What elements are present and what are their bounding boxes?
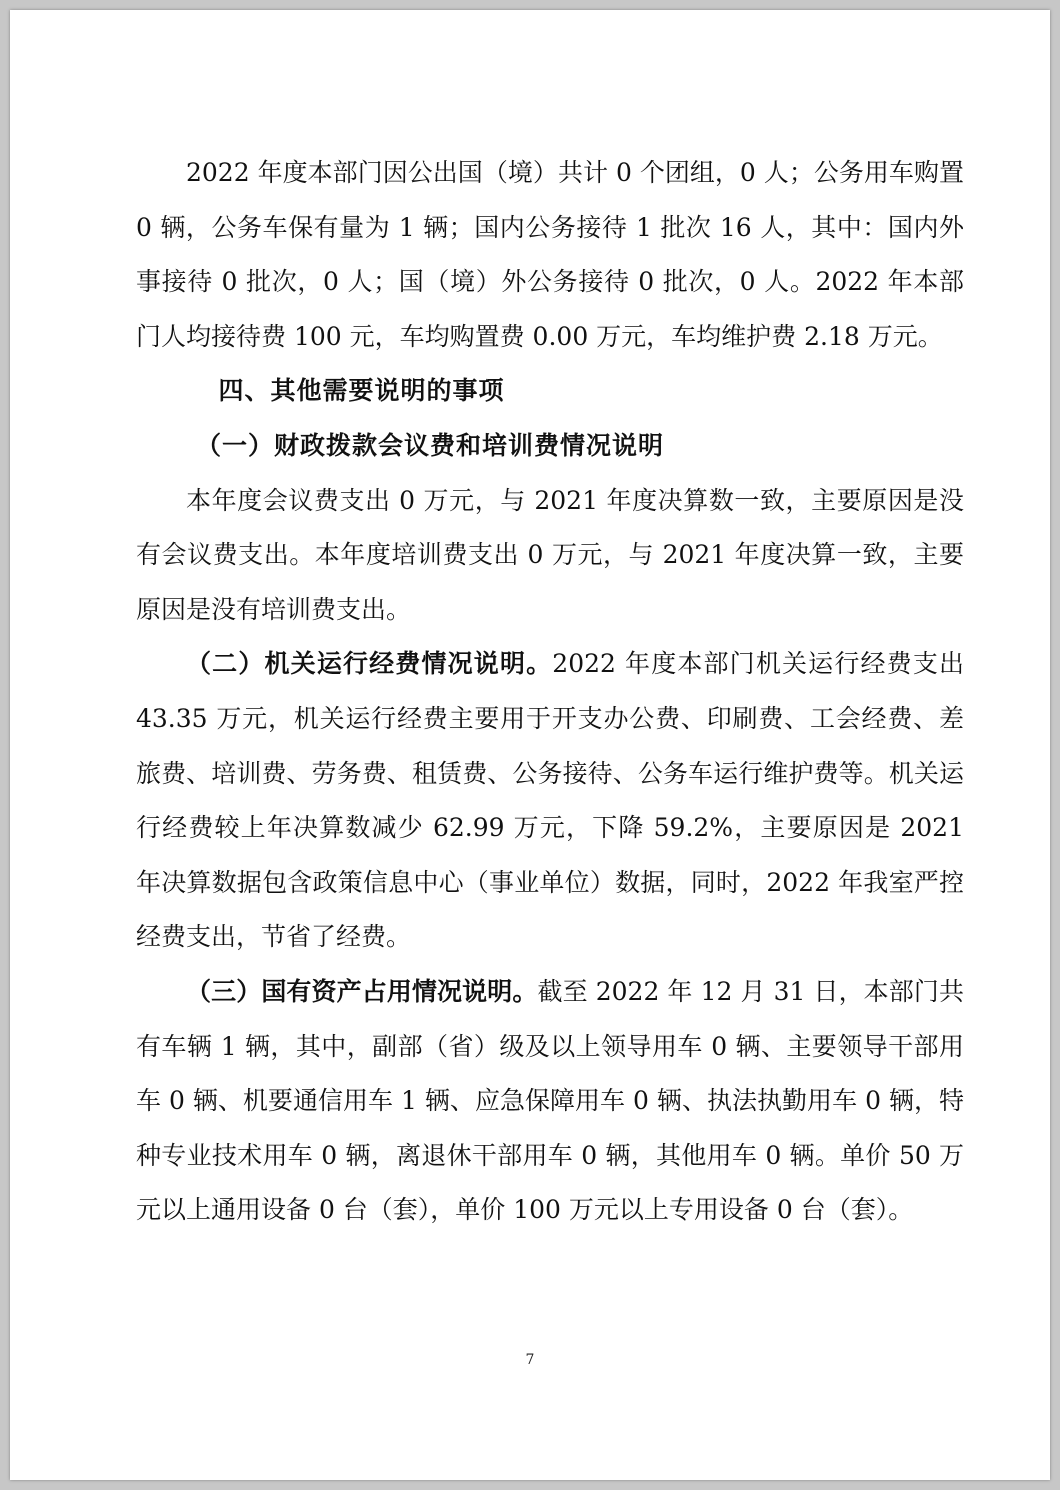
paragraph-operating-expenses <box>136 637 964 965</box>
document-page <box>10 10 1050 1480</box>
state-assets-text: 截至 2022 年 12 月 31 日，本部门共有车辆 1 辆，其中，副部（省）级及以上领导用车 0 辆、主要领导干部用车 0 辆、机要通信用车 1 辆、应急保障用车 0 辆、执法执勤用车 0 辆，特种专业技术用车 0 辆，离退休干部用车 0 辆，其他用车 0 辆。单价 50 万元以上通用设备 0 台（套），单价 100 万元以上专用设备 0 台（套）。 <box>136 976 964 1225</box>
operating-expenses-text: 2022 年度本部门机关运行经费支出 43.35 万元，机关运行经费主要用于开支办公费、印刷费、工会经费、差旅费、培训费、劳务费、租赁费、公务接待、公务车运行维护费等。机关运行经费较上年决算数减少 62.99 万元，下降 59.2%，主要原因是 2021 年决算数据包含政策信息中心（事业单位）数据，同时，2022 年我室严控经费支出，节省了经费。 <box>136 649 964 952</box>
section-heading-other-matters: 四、其他需要说明的事项 <box>218 376 505 406</box>
document-body <box>136 146 964 1238</box>
page-number: 7 <box>525 1352 535 1368</box>
subsection-heading-meeting-training: （一）财政拨款会议费和培训费情况说明 <box>196 430 665 460</box>
paragraph-state-assets <box>136 965 964 1238</box>
paragraph-meeting-training: 本年度会议费支出 0 万元，与 2021 年度决算数一致，主要原因是没有会议费支出。本年度培训费支出 0 万元，与 2021 年度决算一致，主要原因是没有培训费支出。 <box>136 485 964 624</box>
subsection-heading-operating-expenses: （二）机关运行经费情况说明。 <box>186 649 553 679</box>
paragraph-official-travel: 2022 年度本部门因公出国（境）共计 0 个团组，0 人；公务用车购置 0 辆，公务车保有量为 1 辆；国内公务接待 1 批次 16 人，其中：国内外事接待 0 批次，0 人；国（境）外公务接待 0 批次，0 人。2022 年本部门人均接待费 100 元，车均购置费 0.00 万元，车均维护费 2.18 万元。 <box>136 158 964 351</box>
subsection-heading-state-assets: （三）国有资产占用情况说明。 <box>186 976 538 1006</box>
